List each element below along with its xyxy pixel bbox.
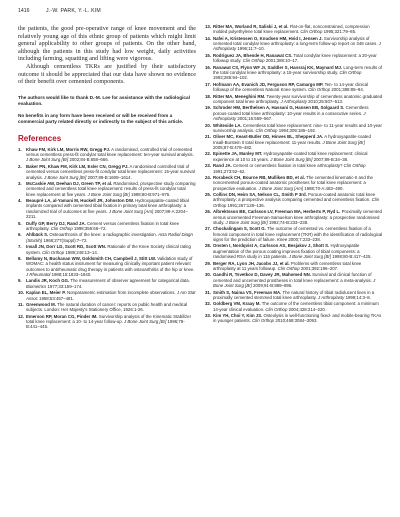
reference-journal: Clin Orthop — [300, 29, 323, 35]
reference-number: 4. — [18, 198, 22, 204]
page-number: 1416 — [18, 8, 30, 14]
reference-authors: Onsten I, Nordqvist A, Carlsson AS, Besjakov J, Shott S. — [213, 243, 330, 249]
reference-number: 31. — [205, 289, 212, 295]
reference-citation: 2007;89-B:1608–1614. — [86, 174, 132, 180]
reference-citation: 1993;286:94–102. — [213, 75, 249, 81]
reference-journal: J Arthroplasty — [317, 294, 345, 300]
reference-number: 30. — [205, 272, 212, 278]
reference-journal: J Bone Joint Surg [Am] — [108, 208, 154, 214]
reference-journal: Clin Orthop — [213, 197, 380, 208]
reference-citation: 2001;16:559–567. — [236, 116, 273, 122]
reference-number: 17. — [205, 81, 212, 87]
reference-citation: 1995;321:79–85. — [322, 29, 357, 35]
reference-citation: 2005;87-B:478–482. — [213, 144, 253, 150]
reference-item — [205, 175, 383, 191]
reference-citation: 1996;11:7–10. — [236, 46, 265, 52]
reference-item — [205, 209, 383, 225]
reference-citation: 2010;25:507–513. — [306, 98, 344, 104]
reference-title: Long-term results of the total condylar knee arthroplasty: a 15-year survivorship study. — [213, 64, 382, 76]
reference-item — [205, 53, 383, 64]
body-paragraph: Although cementless TKRs are justified by their satisfactory outcome it should be appreciated that our data have shown no evidence of their benefit over cemented components. — [18, 63, 196, 86]
reference-title: Survival and clinical function of cemented and uncemented prostheses in total knee replacement: a meta-analysis. — [213, 272, 374, 283]
reference-number: 3. — [18, 181, 22, 186]
reference-citation: 1996;78-B:441–445. — [26, 319, 185, 330]
reference-authors: Goldberg VM, Kraay M. — [213, 301, 261, 307]
reference-authors: Rodriguez JA, Bhende H, Ranawat CS. — [213, 52, 293, 58]
reference-number: 1. — [18, 146, 22, 152]
reference-title: Cement or cementless fixation in total knee arthroplasty? — [231, 163, 344, 169]
reference-citation: 1968;277(Suppl):7–72. — [42, 237, 88, 243]
reference-authors: Beaupré LA, al-Yamani M, Huckell JR, Johnston DW. — [26, 198, 134, 204]
reference-number: 21. — [205, 134, 212, 140]
reference-authors: Duffy GP, Berry DJ, Rand JA. — [26, 220, 86, 226]
reference-item — [205, 226, 383, 242]
reference-title: Validation study of WOMAC: a health status instrument for measuring clinically important patient relevant outcomes to antirheumatic drug therapy in patients with osteoarthritis of the hip or knee. — [26, 255, 195, 272]
reference-title: The cemented kinematic-II and the noncemented porous-coated anatomic prostheses for total knee replacement: a prospective evaluation. — [213, 174, 373, 191]
reference-title: Nonparametric estimation from incomplete observations. — [65, 290, 177, 296]
reference-citation: 1992;74-B:233–238. — [267, 219, 309, 225]
reference-title: Cementless total knee replacement: nine- to 11-year results and 10-year survivorship analysis. — [213, 122, 382, 133]
reference-item — [205, 313, 383, 324]
reference-title: Hydroxyapatite augmentation of the porous coating improves fixation of tibial components: a randomised RSA study in 116 patients. — [213, 243, 360, 260]
reference-number: 10. — [18, 290, 25, 296]
reference-title: Ten- to 14-year clinical followup of the cementless Natural Knee system. — [213, 81, 369, 93]
reference-authors: Schroder HM, Berthelsen A, Hassani G, Hansen EB, Solgaard S. — [213, 105, 345, 111]
reference-title: Osteolysis in well-functioning fixed- and mobile-bearing TKAs in younger patients. — [213, 313, 382, 324]
reference-item — [18, 278, 196, 289]
running-title: J.-W. PARK, Y.-L. KIM — [46, 8, 101, 14]
reference-authors: Epinette JA, Manley MT. — [213, 151, 263, 157]
reference-title: Hydroxyapatite-coated tibial implants compared with cemented tibial fixation in primary total knee arthroplasty: a randomized trial of outcomes at five years. — [26, 198, 189, 214]
reference-authors: Khaw FM, Kirk LM, Morris RW, Gregg PJ. — [26, 146, 111, 152]
reference-authors: Nafei A, Kristensen O, Knudsen HM, Hvid I, Jensen J. — [213, 35, 323, 41]
reference-authors: Hofmann AA, Evanich JD, Ferguson RP, Camargo MP. — [213, 81, 324, 87]
reference-number: 27. — [205, 226, 212, 232]
reference-journal: J Bone Joint Surg [Br] — [270, 156, 313, 162]
reference-item — [205, 192, 383, 208]
reference-item — [205, 151, 383, 162]
reference-citation: 1994;309:185–192. — [277, 127, 317, 133]
reference-title: Cement versus cementless fixation in total knee arthroplasty. — [26, 220, 179, 231]
reference-citation: 1998;80-B:417–425. — [331, 254, 372, 260]
reference-authors: Rorabeck CH, Bourne RB, Mulliken BD, et al. — [213, 174, 305, 180]
reference-title: A randomised controlled trial of cemented versus cementless press-fit condylar total knee replacement: 15-year survival analysis. — [26, 163, 195, 180]
reference-item — [205, 134, 383, 150]
reference-item — [205, 290, 383, 301]
reference-title: Porous-coated anatomic total knee arthroplasty: a prospective analysis comparing cemented and cementless fixation. — [213, 192, 376, 203]
reference-item — [18, 290, 196, 301]
reference-journal: J Bone Joint Surg [Br] — [26, 157, 69, 163]
reference-citation: 2001;388:10–17. — [264, 58, 299, 64]
reference-authors: Kaplan EL, Meier P. — [26, 290, 66, 296]
reference-item — [205, 123, 383, 134]
reference-title: Total condylar knee replacement: a 20-year followup study. — [213, 52, 377, 64]
reference-authors: Collins DN, Heim SA, Nelson CL, Smith P 3rd. — [213, 192, 307, 198]
reference-citation: 2009;91-B:889–895. — [251, 283, 293, 289]
reference-citation: 2007;89-A:2204–2211. — [26, 208, 188, 220]
reference-citation: 2000;7:233–238. — [287, 237, 321, 243]
reference-number: 12. — [18, 313, 25, 319]
reference-journal: J Bone Joint Surg [Br] — [124, 319, 167, 325]
reference-number: 5. — [18, 220, 22, 226]
references-heading: References — [18, 133, 62, 143]
reference-title: Survivorship analysis of the Kinematic Stabilizer total knee replacement: a 10- to 14-year follow-up. — [26, 313, 192, 325]
reference-number: 19. — [205, 105, 212, 111]
reference-number: 29. — [205, 260, 212, 266]
reference-authors: Bellamy N, Buchanan WW, Goldsmith CH, Campbell J, Stitt LW. — [26, 255, 157, 261]
reference-journal: Clin Orthop — [242, 58, 265, 64]
reference-journal: J Rheumatol — [26, 271, 51, 277]
reference-journal: J Am Stat Assoc — [26, 290, 196, 301]
reference-title: Hydroxyapatite-coated total knee replacement: clinical experience at 10 to 15 years. — [213, 151, 368, 162]
reference-list-left — [18, 147, 196, 330]
reference-journal: J Bone Joint Surg [Br] — [322, 139, 365, 145]
reference-number: 18. — [205, 93, 212, 99]
reference-item — [205, 36, 383, 52]
reference-journal: J Arthroplasty — [213, 110, 366, 122]
reference-title: Cementless porous-coated total knee arthroplasty: 10-year results in a consecutive series. — [213, 105, 369, 116]
reference-item — [205, 94, 383, 105]
reference-authors: Chockalingam S, Scott G. — [213, 226, 266, 232]
reference-authors: Smith S, Naima VS, Freeman MA. — [213, 289, 282, 295]
reference-journal: J Bone Joint Surg [Am] — [258, 185, 304, 191]
reference-citation: 2001;388:85–94. — [330, 87, 364, 93]
body-paragraph: the patients, the good pre-operative range of knee movement and the relatively young age of this ethnic group of patients which might limit general applicability to other groups of patients. On the other hand, although the patients in this study had low weight, daily activities including farming, squatting and lifting were vigorous. — [18, 26, 196, 63]
reference-item — [18, 221, 196, 232]
reference-title: Flat-on-flat, nonconstrained, compression molded polyethylene total knee replacement. — [213, 24, 370, 35]
reference-citation: 2004;428:214–220. — [287, 306, 327, 312]
reference-number: 13. — [205, 24, 212, 29]
reference-authors: Landis JR, Koch GG. — [26, 278, 70, 284]
reference-journal: Clin Orthop — [42, 249, 65, 255]
reference-number: 20. — [205, 122, 212, 128]
reference-journal: Clin Orthop — [339, 70, 362, 76]
reference-title: The outcome of the cementless tibial component: a minimum 14-year clinical evaluation. — [213, 301, 379, 312]
reference-number: 2. — [18, 163, 22, 169]
reference-citation: 1998;80-B:971–975. — [129, 191, 171, 197]
reference-journal: Acta Radiol Diagn (Stockh) — [26, 232, 193, 243]
reference-number: 25. — [205, 192, 212, 198]
reference-citation: 1991;267:128–136. — [226, 202, 265, 208]
reference-title: Proximally cemented versus uncemented Freeman-Samuelson knee arthroplasty: a prospective randomised study. — [213, 209, 382, 225]
reference-number: 32. — [205, 301, 212, 307]
reference-number: 16. — [205, 64, 212, 70]
reference-citation: 1977;33:159–174. — [46, 283, 83, 289]
reference-citation: 2010;468:3084–3093. — [274, 318, 318, 324]
reference-number: 22. — [205, 151, 212, 157]
reference-authors: Ranawat CS, Flynn WF Jr, Saddler S, Hansraj KK, Maynard MJ. — [213, 64, 343, 70]
reference-authors: Oliver MC, Keast-Butler OD, Hinves BL, Shepperd JA. — [213, 134, 324, 140]
left-column — [18, 26, 196, 331]
reference-title: Rationale of the Knee Society clinical rating system. — [26, 244, 191, 255]
reference-title: Randomised, prospective study comparing cemented and cementless total knee replacement: results of press-fit condylar total knee replacement at five years. — [26, 181, 196, 197]
reference-number: 14. — [205, 35, 212, 41]
reference-item — [18, 244, 196, 255]
reference-journal: Clin Orthop — [255, 127, 278, 133]
reference-number: 15. — [205, 52, 212, 58]
reference-item — [18, 198, 196, 219]
reference-item — [205, 65, 383, 81]
reference-number: 33. — [205, 313, 212, 319]
right-column — [205, 24, 383, 325]
reference-item — [18, 164, 196, 180]
reference-journal: J Bone Joint Surg [Br] — [87, 191, 130, 197]
reference-authors: Emerson RP, Moran CG, Pinder IM. — [26, 313, 98, 319]
running-header — [18, 8, 382, 18]
reference-item — [205, 105, 383, 121]
reference-citation: 1991;273:52–62. — [213, 168, 246, 174]
reference-authors: Whiteside LA. — [213, 122, 242, 128]
reference-journal: Clin Orthop — [343, 163, 366, 169]
reference-authors: Gandhi R, Tsvetkov D, Davey JR, Mahomed NN. — [213, 272, 311, 278]
reference-item — [205, 272, 383, 288]
reference-journal: Clin Orthop — [265, 306, 288, 312]
reference-item — [205, 261, 383, 272]
reference-journal: Clin Orthop — [252, 318, 275, 324]
reference-journal: J Bone Joint Surg [Br] — [225, 219, 268, 225]
reference-item — [205, 24, 383, 35]
reference-title: The natural history of tibial radiolucent lines in a proximally cemented stemmed total knee arthroplasty. — [213, 289, 375, 300]
reference-journal: J Bone Joint Surg [Br] — [44, 174, 87, 180]
reference-citation: 2007;89-B:34–38. — [312, 156, 349, 162]
reference-item — [205, 301, 383, 312]
reference-title: The outcome of cemented vs. cementless fixation of a femoral component in total knee replacement (TKR) with the identification of radiological signs for the prediction of failure. — [213, 226, 383, 243]
acknowledgement: The authors would like to thank D.-M. Lee for assistance with the radiological evaluation. — [18, 94, 190, 106]
reference-title: Osteoarthrosis of the knee: a radiographic investigation. — [48, 232, 159, 238]
reference-title: Twenty-year survivorship of cementless anatomic graduated component total knee arthroplasty. — [213, 93, 383, 104]
reference-journal: Clin Orthop — [308, 87, 331, 93]
reference-journal: J Arthroplasty — [280, 98, 307, 104]
reference-item — [205, 243, 383, 259]
reference-number: 6. — [18, 232, 22, 238]
reference-citation: 1999;14:3–8. — [344, 294, 371, 300]
reference-title: The natural duration of cancer: reports on public health and medical subjects. London: Her Majesty's Stationery Office, 1926:1-26. — [26, 301, 188, 313]
reference-item — [18, 256, 196, 277]
reference-title: A hydroxyapatite-coated Insall-Burstein II total knee replacement: 11-year results. — [213, 134, 371, 145]
reference-authors: Ahlbäck S. — [26, 232, 49, 238]
reference-citation: 1998;356:66–72. — [72, 225, 107, 231]
reference-title: The measurement of observer agreement for categorical data. — [69, 278, 190, 284]
reference-authors: Berger RA, Lyon JH, Jacobs JJ, et al. — [213, 260, 290, 266]
reference-item — [18, 314, 196, 330]
reference-number: 8. — [18, 255, 22, 261]
reference-list-right — [205, 24, 383, 324]
reference-number: 23. — [205, 163, 212, 169]
reference-number: 26. — [205, 209, 212, 215]
reference-authors: Ritter MA, Worland R, Saliski J, et al. — [213, 24, 289, 29]
reference-item — [205, 82, 383, 93]
reference-citation: 1958;53:457–481. — [37, 295, 75, 301]
reference-number: 9. — [18, 278, 22, 284]
reference-authors: McCaskie AW, Deehan DJ, Green TP, et al. — [26, 181, 113, 186]
reference-authors: Rand JA. — [213, 163, 232, 169]
reference-number: 28. — [205, 243, 212, 249]
reference-title: Problems with cementless total knee arthroplasty at 11 years followup. — [213, 260, 362, 271]
reference-item — [18, 232, 196, 243]
reference-authors: Baker PN, Khaw FM, Kirk LM, Esler CN, Gregg PJ. — [26, 163, 129, 169]
reference-item — [18, 147, 196, 163]
reference-item — [205, 163, 383, 174]
reference-number: 11. — [18, 301, 24, 307]
reference-item — [18, 181, 196, 197]
reference-item — [18, 302, 196, 313]
reference-citation: 1989;248:13–14. — [64, 249, 98, 255]
reference-authors: Greenwood M. — [26, 301, 56, 307]
reference-authors: Albrektsson BE, Carlsson LV, Freeman MA, Herberts P, Ryd L. — [213, 209, 341, 215]
reference-authors: Ritter MA, Meneghini RM. — [213, 93, 266, 99]
reference-journal: Clin Orthop — [50, 225, 73, 231]
reference-title: A randomised, controlled trial of cemented versus cementless press-fit condylar total knee replacement: ten-year survival analysis. — [26, 146, 194, 158]
reference-citation: 1988;15:1833–1840. — [50, 271, 92, 277]
reference-citation: 1988;70-A:483–490. — [303, 185, 344, 191]
reference-authors: Kim YH, Choi Y, Kim JS. — [213, 313, 263, 319]
reference-journal: J Arthroplasty — [213, 41, 381, 52]
reference-title: Survivorship analysis of cemented total condylar knee arthroplasty: a long-term follow-up report on 348 cases. — [213, 35, 379, 47]
reference-journal: J Bone Joint Surg [Br] — [288, 254, 332, 260]
reference-journal: Clin Orthop — [277, 265, 300, 271]
conflict-of-interest-statement: No benefits in any form have been received or will be received from a commercial party related directly or indirectly to the subject of this article. — [18, 112, 184, 124]
reference-journal: J Bone Joint Surg [Br] — [213, 277, 376, 289]
reference-journal: Knee — [276, 237, 288, 243]
reference-citation: 2001;392:196–207. — [299, 265, 339, 271]
reference-authors: Insall JN, Dorr LD, Scott RD, Scott WN. — [26, 244, 107, 250]
reference-number: 24. — [205, 174, 212, 180]
reference-citation: 2002;84-B:658–666. — [68, 157, 109, 163]
reference-journal: Biometrics — [26, 283, 47, 289]
reference-number: 7. — [18, 244, 22, 250]
